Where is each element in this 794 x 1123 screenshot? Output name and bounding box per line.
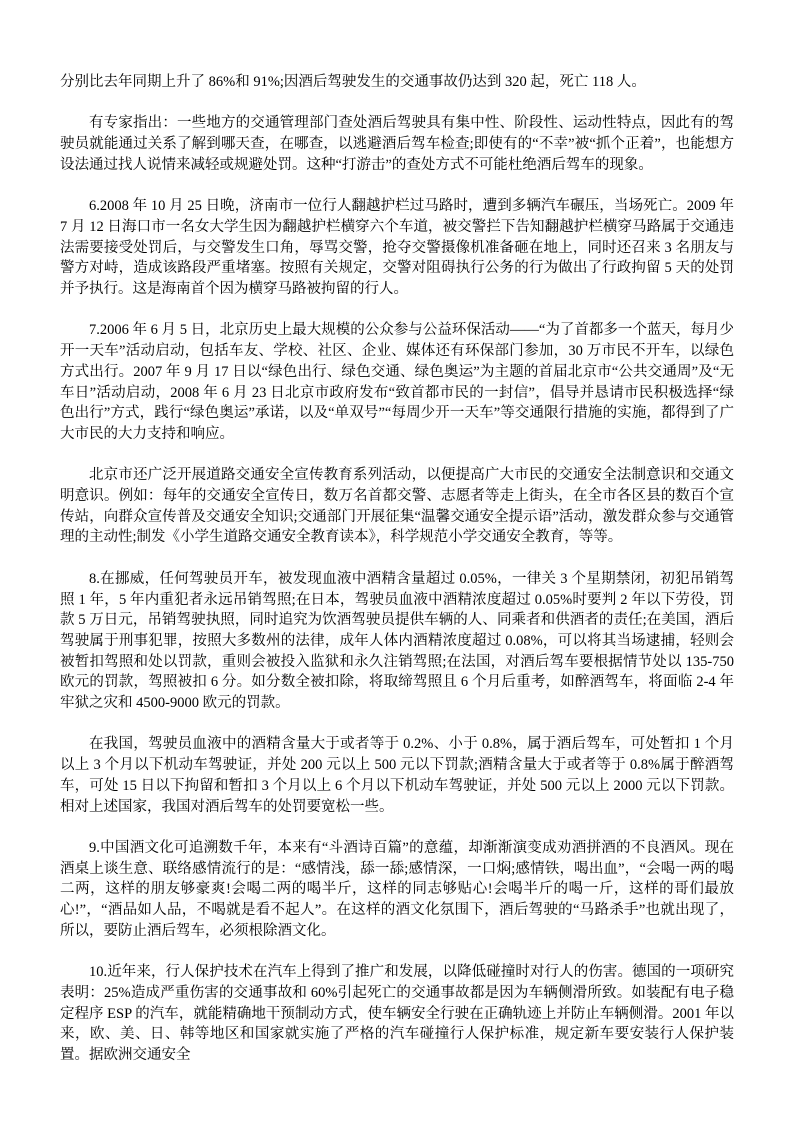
paragraph-continued-stats: 分别比去年同期上升了 86%和 91%;因酒后驾驶发生的交通事故仍达到 320 起，死亡 118 人。 [60,74,646,90]
paragraph-item-8: 8.在挪威，任何驾驶员开车，被发现血液中酒精含量超过 0.05%，一律关 3 个星期禁闭，初犯吊销驾照 1 年，5 年内重犯者永远吊销驾照;在日本，驾驶员血液中酒精浓度超过 0.05%时要判 2 年以下劳役，罚款 5 万日元，吊销驾驶执照，同时追究为饮酒驾驶员提供车辆的人、同乘者和供酒者的责任;在美国，酒后驾驶属于刑事犯罪，按照大多数州的法律，成年人体内酒精浓度超过 0.08%，可以将其当场逮捕，轻则会被暂扣驾照和处以罚款，重则会被投入监狱和永久注销驾照;在法国，对酒后驾车要根据情节处以 135-750 欧元的罚款，驾照被扣 6 分。如分数全被扣除，将取缔驾照且 6 个月后重考，如醉酒驾车，将面临 2-4 年牢狱之灾和 4500-9000 欧元的罚款。 [60,570,734,712]
paragraph-item-7: 7.2006 年 6 月 5 日，北京历史上最大规模的公众参与公益环保活动——“为了首都多一个蓝天，每月少开一天车”活动启动，包括车友、学校、社区、企业、媒体还有环保部门参加，30 万市民不开车，以绿色方式出行。2007 年 9 月 17 日以“绿色出行、绿色交通、绿色奥运”为主题的首届北京市“公共交通周”及“无车日”活动启动，2008 年 6 月 23 日北京市政府发布“致首都市民的一封信”，倡导并恳请市民积极选择“绿色出行”方式，践行“绿色奥运”承诺，以及“单双号”“每周少开一天车”等交通限行措施的实施，都得到了广大市民的大力支持和响应。 [60,322,734,442]
paragraph-item-10: 10.近年来，行人保护技术在汽车上得到了推广和发展，以降低碰撞时对行人的伤害。德国的一项研究表明：25%造成严重伤害的交通事故和 60%引起死亡的交通事故都是因为车辆侧滑所致。如装配有电子稳定程序 ESP 的汽车，就能精确地干预制动方式，使车辆安全行驶在正确轨迹上并防止车辆侧滑。2001 年以来，欧、美、日、韩等地区和国家就实施了严格的汽车碰撞行人保护标准，规定新车要安装行人保护装置。据欧洲交通安全 [60,964,734,1063]
paragraph-item-6: 6.2008 年 10 月 25 日晚，济南市一位行人翻越护栏过马路时，遭到多辆汽车碾压，当场死亡。2009 年 7 月 12 日海口市一名女大学生因为翻越护栏横穿六个车道，被交警拦下告知翻越护栏横穿马路属于交通违法需要接受处罚后，与交警发生口角，辱骂交警，抢夺交警摄像机准备砸在地上，同时还召来 3 名朋友与警方对峙，造成该路段严重堵塞。按照有关规定，交警对阻碍执行公务的行为做出了行政拘留 5 天的处罚并予执行。这是海南首个因为横穿马路被拘留的行人。 [60,198,734,297]
paragraph-item-9: 9.中国酒文化可追溯数千年，本来有“斗酒诗百篇”的意蕴，却渐渐演变成劝酒拼酒的不良酒风。现在酒桌上谈生意、联络感情流行的是：“感情浅，舔一舔;感情深，一口焖;感情铁，喝出血”，“会喝一两的喝二两，这样的朋友够豪爽!会喝二两的喝半斤，这样的同志够贴心!会喝半斤的喝一斤，这样的哥们最放心!”，“酒品如人品，不喝就是看不起人”。在这样的酒文化氛围下，酒后驾驶的“马路杀手”也就出现了，所以，要防止酒后驾车，必须根除酒文化。 [60,839,734,939]
paragraph-china-penalty: 在我国，驾驶员血液中的酒精含量大于或者等于 0.2%、小于 0.8%，属于酒后驾车，可处暂扣 1 个月以上 3 个月以下机动车驾驶证，并处 200 元以上 500 元以下罚款;酒精含量大于或者等于 0.8%属于醉酒驾车，可处 15 日以下拘留和暂扣 3 个月以上 6 个月以下机动车驾驶证，并处 500 元以上 2000 元以下罚款。相对上述国家，我国对酒后驾车的处罚要宽松一些。 [60,736,734,815]
paragraph-beijing-education: 北京市还广泛开展道路交通安全宣传教育系列活动，以便提高广大市民的交通安全法制意识和交通文明意识。例如：每年的交通安全宣传日，数万名首都交警、志愿者等走上街头，在全市各区县的数百个宣传站，向群众宣传普及交通安全知识;交通部门开展征集“温馨交通安全提示语”活动，激发群众参与交通管理的主动性;制发《小学生道路交通安全教育读本》，科学规范小学交通安全教育，等等。 [60,467,734,546]
paragraph-expert-comment: 有专家指出：一些地方的交通管理部门查处酒后驾驶具有集中性、阶段性、运动性特点，因此有的驾驶员就能通过关系了解到哪天查，在哪查，以逃避酒后驾车检查;即使有的“不幸”被“抓个正着”，也能想方设法通过找人说情来减轻或规避处罚。这种“打游击”的查处方式不可能杜绝酒后驾车的现象。 [60,115,734,173]
